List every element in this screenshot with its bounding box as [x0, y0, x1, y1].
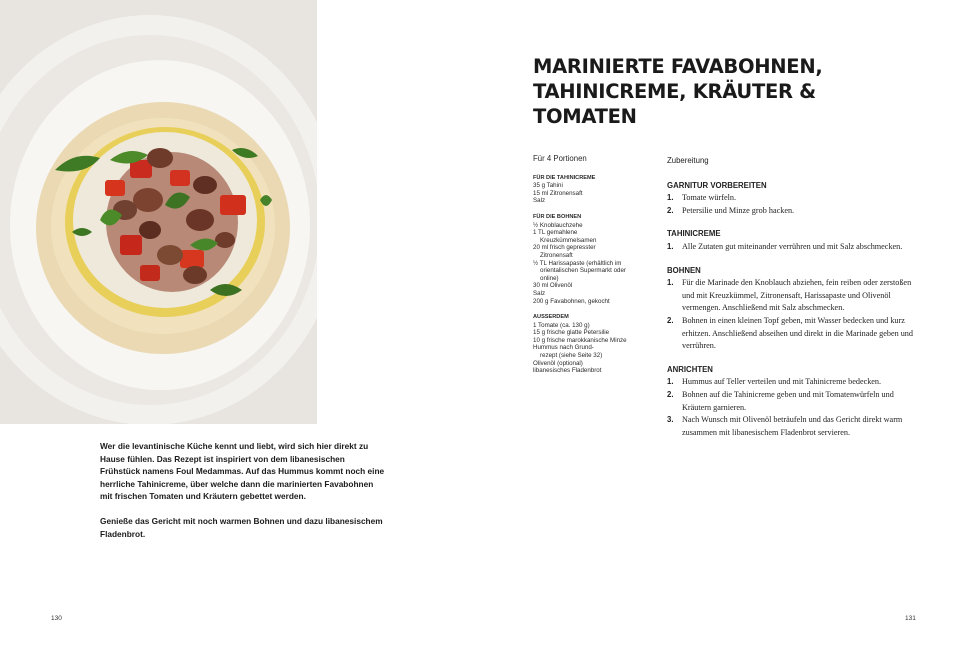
ingredient-line: 20 ml frisch gepresster — [533, 244, 596, 252]
ingredient-group-heading: FÜR DIE TAHINICREME — [533, 174, 596, 181]
ingredient-line: ½ TL Harissapaste (erhältlich im — [533, 259, 622, 267]
step-number: 2. — [667, 205, 674, 215]
preparation-step — [667, 205, 922, 218]
step-number: 1. — [667, 278, 674, 288]
preparation-step — [667, 414, 922, 439]
ingredient-group-heading: AUSSERDEM — [533, 314, 569, 321]
intro-text — [100, 440, 385, 552]
ingredient-line: Kreuzkümmelsamen — [540, 236, 597, 244]
dish-illustration — [0, 0, 317, 424]
recipe-title — [533, 54, 863, 129]
preparation-step — [667, 192, 922, 205]
dish-photo — [0, 0, 317, 424]
ingredient-line: Zitronensaft — [540, 251, 573, 259]
step-number: 3. — [667, 415, 674, 425]
page-number-left: 130 — [51, 615, 62, 622]
step-text: Tomate würfeln. — [682, 193, 736, 203]
ingredient-line: 200 g Favabohnen, gekocht — [533, 297, 610, 305]
preparation-step — [667, 241, 922, 254]
step-text: Nach Wunsch mit Olivenöl beträufeln und das Gericht direkt warm zusammen mit libanesischem Fladenbrot servieren. — [682, 415, 903, 437]
ingredient-group-heading: FÜR DIE BOHNEN — [533, 213, 582, 220]
step-number: 2. — [667, 389, 674, 399]
step-text: Petersilie und Minze grob hacken. — [682, 205, 795, 215]
step-number: 1. — [667, 377, 674, 387]
preparation-section-heading: GARNITUR VORBEREITEN — [667, 180, 767, 190]
step-text: Bohnen auf die Tahinicreme geben und mit Tomatenwürfeln und Kräutern garnieren. — [682, 389, 894, 412]
ingredient-line: ½ Knoblauchzehe — [533, 221, 583, 229]
ingredient-line: Salz — [533, 289, 546, 297]
ingredient-line: Olivenöl (optional) — [533, 359, 583, 367]
ingredient-line: 30 ml Olivenöl — [533, 282, 573, 290]
preparation-section-heading: ANRICHTEN — [667, 364, 713, 374]
intro-paragraph: Genieße das Gericht mit noch warmen Bohnen und dazu libanesischem Fladenbrot. — [100, 515, 383, 539]
ingredient-line: 1 TL gemahlene — [533, 229, 578, 237]
ingredients-column — [533, 155, 643, 375]
ingredient-line: 35 g Tahini — [533, 182, 563, 190]
preparation-section-heading: BOHNEN — [667, 265, 701, 275]
preparation-step — [667, 376, 922, 389]
preparation-column — [667, 155, 922, 439]
step-text: Alle Zutaten gut miteinander verrühren und mit Salz abschmecken. — [682, 241, 903, 251]
ingredient-line: online) — [540, 274, 559, 282]
step-number: 1. — [667, 241, 674, 251]
preparation-section-heading: TAHINICREME — [667, 229, 721, 239]
intro-paragraph: Wer die levantinische Küche kennt und liebt, wird sich hier direkt zu Hause fühlen. Das Rezept ist inspiriert von dem libanesischen Frühstück namens Foul Medammas. Auf das Hummus kommt noch eine herrliche Tahinicreme, über welche dann die marinierten Favabohnen mit frischen Tomaten und Kräutern gebettet werden. — [100, 441, 385, 502]
step-number: 2. — [667, 315, 674, 325]
ingredient-line: 15 ml Zitronensaft — [533, 189, 583, 197]
ingredient-line: Salz — [533, 197, 546, 205]
step-text: Für die Marinade den Knoblauch abziehen, fein reiben oder zerstoßen und mit Kreuzkümmel, Zitronensaft, Harissapaste und Olivenöl vermengen. Anschließend mit Salz abschmecken. — [682, 278, 912, 313]
title-line: TOMATEN — [533, 105, 637, 128]
preparation-step — [667, 389, 922, 414]
ingredient-line: 15 g frische glatte Petersilie — [533, 329, 610, 337]
step-text: Bohnen in einen kleinen Topf geben, mit Wasser bedecken und kurz erhitzen. Anschließend abseihen und direkt in die Marinade geben und verrühren. — [682, 315, 913, 351]
ingredient-line: rezept (siehe Seite 32) — [540, 352, 603, 360]
portions-label: Für 4 Portionen — [533, 154, 587, 163]
ingredient-line: 10 g frische marokkanische Minze — [533, 336, 627, 344]
ingredient-line: libanesisches Fladenbrot — [533, 367, 602, 375]
step-number: 1. — [667, 193, 674, 203]
title-line: MARINIERTE FAVABOHNEN, — [533, 55, 823, 78]
ingredient-line: orientalischen Supermarkt oder — [540, 267, 626, 275]
title-line: TAHINICREME, KRÄUTER & — [533, 80, 816, 103]
preparation-title: Zubereitung — [667, 156, 709, 165]
step-text: Hummus auf Teller verteilen und mit Tahinicreme bedecken. — [682, 377, 882, 387]
page-number-right: 131 — [905, 615, 916, 622]
ingredient-line: 1 Tomate (ca. 130 g) — [533, 321, 590, 329]
preparation-step — [667, 277, 922, 315]
ingredient-line: Hummus nach Grund- — [533, 344, 594, 352]
preparation-step — [667, 315, 922, 353]
